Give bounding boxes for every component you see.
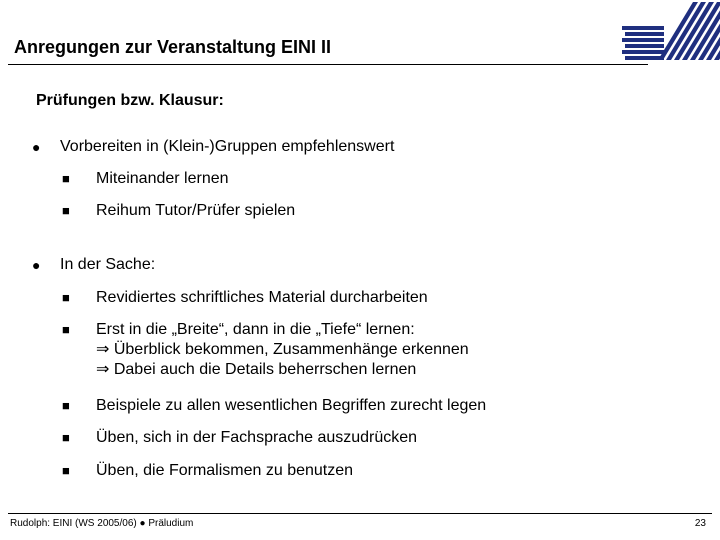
logo-stripe (622, 50, 664, 54)
sub-bullet-text: Üben, die Formalismen zu benutzen (96, 462, 354, 479)
section-heading: Prüfungen bzw. Klausur: (36, 92, 224, 109)
logo-stripe (625, 32, 664, 36)
bullet-text: Vorbereiten in (Klein-)Gruppen empfehlenswert (60, 138, 395, 155)
university-logo-icon (618, 0, 720, 66)
logo-stripe (622, 26, 664, 30)
logo-stripe (622, 38, 664, 42)
bullet-text: In der Sache: (60, 256, 156, 273)
sub-bullet-item (62, 320, 469, 380)
bullet-square-icon: ■ (62, 290, 70, 305)
bullet-item (32, 137, 395, 157)
sub-bullet-item (62, 396, 487, 416)
logo-stripe (625, 44, 664, 48)
implication-line: ⇒ Dabei auch die Details beherrschen lernen (96, 361, 417, 378)
bullet-square-icon: ■ (62, 463, 70, 478)
bullet-dot-icon: ● (32, 139, 41, 155)
sub-bullet-text: Reihum Tutor/Prüfer spielen (96, 202, 296, 219)
bullet-square-icon: ■ (62, 398, 70, 413)
bullet-square-icon: ■ (62, 203, 70, 218)
page-number: 23 (694, 518, 706, 529)
bullet-dot-icon: ● (32, 257, 41, 273)
sub-bullet-text: Revidiertes schriftliches Material durcharbeiten (96, 289, 428, 306)
bullet-item (32, 255, 156, 275)
sub-bullet-item (62, 428, 418, 448)
sub-bullet-text: Üben, sich in der Fachsprache auszudrücken (96, 429, 418, 446)
footer-divider (8, 513, 712, 514)
bullet-square-icon: ■ (62, 322, 70, 337)
bullet-square-icon: ■ (62, 430, 70, 445)
sub-bullet-text: Miteinander lernen (96, 170, 229, 187)
sub-bullet-item (62, 288, 428, 308)
sub-bullet-text: Beispiele zu allen wesentlichen Begriffen zurecht legen (96, 397, 487, 414)
implication-line: ⇒ Überblick bekommen, Zusammenhänge erkennen (96, 341, 469, 358)
sub-bullet-text: Erst in die „Breite“, dann in die „Tiefe“ lernen: (96, 321, 415, 338)
bullet-square-icon: ■ (62, 171, 70, 186)
sub-bullet-item (62, 201, 296, 221)
logo-stripe (625, 56, 664, 60)
sub-bullet-item (62, 169, 229, 189)
sub-bullet-item (62, 461, 354, 481)
slide-title: Anregungen zur Veranstaltung EINI II (14, 37, 332, 57)
footer-text: Rudolph: EINI (WS 2005/06) ● Präludium (10, 518, 194, 529)
header-divider (8, 64, 648, 65)
